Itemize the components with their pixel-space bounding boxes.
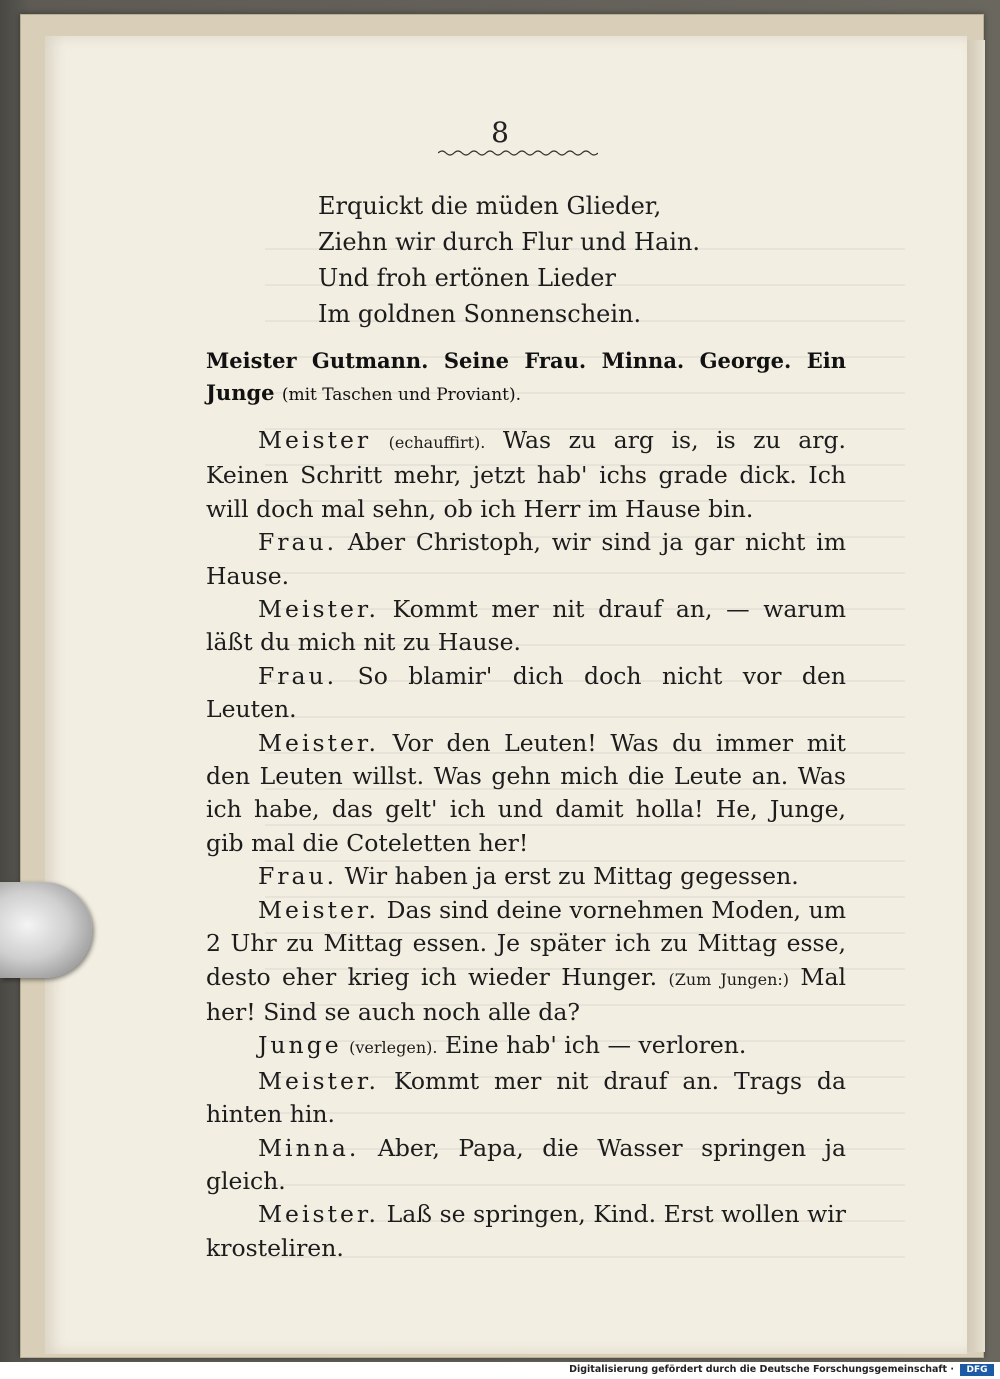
speech-text: Das sind deine vornehmen Moden, um 2 Uhr zu Mittag essen. Je später ich zu Mittag esse, desto eher krieg ich wieder Hunger. bbox=[206, 895, 846, 991]
speech-paragraph bbox=[206, 1132, 846, 1199]
speech-text: Laß se springen, Kind. Erst wollen wir krosteliren. bbox=[206, 1200, 846, 1262]
speech-paragraph bbox=[206, 727, 846, 861]
speaker-name: Frau. bbox=[258, 661, 338, 690]
speech-text: Eine hab' ich — verloren. bbox=[444, 1031, 747, 1060]
speech-text: So blamir' dich doch nicht vor den Leuten. bbox=[206, 661, 846, 724]
speech-text: Aber, Papa, die Wasser springen ja gleich. bbox=[206, 1133, 846, 1195]
page-edge bbox=[965, 40, 985, 1352]
speaker-name: Minna. bbox=[258, 1133, 360, 1162]
speech-text: Was zu arg is, is zu arg. Keinen Schritt mehr, jetzt hab' ichs grade dick. Ich will doch mal sehn, ob ich Herr im Hause bin. bbox=[206, 426, 846, 523]
speaker-name: Meister bbox=[258, 426, 372, 454]
speech-text: Mal her! Sind se auch noch alle da? bbox=[206, 962, 847, 1026]
speaker-name: Meister. bbox=[258, 1066, 380, 1095]
stage-direction: (verlegen). bbox=[349, 1038, 438, 1058]
speech-paragraph bbox=[206, 1198, 846, 1265]
poem-line: Ziehn wir durch Flur und Hain. bbox=[318, 228, 701, 256]
poem-stanza bbox=[318, 188, 700, 332]
speaker-name: Meister. bbox=[258, 1200, 380, 1229]
speech-text: Kommt mer nit drauf an. Trags da hinten hin. bbox=[206, 1066, 846, 1129]
poem-line: Und froh ertönen Lieder bbox=[318, 264, 616, 292]
cast-note: (mit Taschen und Proviant). bbox=[281, 385, 522, 405]
speech-paragraph bbox=[206, 894, 846, 1030]
speech-text: Vor den Leuten! Was du immer mit den Leuten willst. Was gehn mich die Leute an. Was ich habe, das gelt' ich und damit holla! He, Junge, gib mal die Coteletten her! bbox=[206, 728, 846, 857]
page-clip bbox=[0, 882, 92, 978]
speech-paragraph bbox=[206, 860, 846, 893]
stage-direction: (echauffirt). bbox=[388, 433, 486, 452]
speaker-name: Frau. bbox=[258, 862, 338, 891]
stage-direction: (Zum Jungen:) bbox=[668, 969, 790, 989]
speech-text: Wir haben ja erst zu Mittag gegessen. bbox=[344, 862, 799, 891]
speech-text: Kommt mer nit drauf an, — warum läßt du mich nit zu Hause. bbox=[206, 595, 846, 657]
cast-list bbox=[206, 345, 846, 411]
footer-credit: Digitalisierung gefördert durch die Deutsche Forschungsgemeinschaft · bbox=[569, 1364, 954, 1375]
speaker-name: Meister. bbox=[258, 895, 380, 924]
cast-names: Meister Gutmann. Seine Frau. Minna. George. Ein Junge bbox=[206, 348, 846, 405]
speech-paragraph bbox=[206, 1065, 846, 1132]
speech-paragraph bbox=[206, 526, 846, 593]
poem-line: Erquickt die müden Glieder, bbox=[318, 192, 662, 220]
dialogue bbox=[206, 424, 846, 1265]
ornament-squiggle bbox=[438, 148, 598, 158]
poem-line: Im goldnen Sonnenschein. bbox=[318, 300, 642, 328]
speech-paragraph bbox=[206, 660, 846, 727]
speech-text: Aber Christoph, wir sind ja gar nicht im Hause. bbox=[206, 528, 846, 590]
speaker-name: Junge bbox=[258, 1031, 342, 1060]
speaker-name: Meister. bbox=[258, 728, 380, 757]
speaker-name: Meister. bbox=[258, 595, 380, 624]
speaker-name: Frau. bbox=[258, 528, 338, 557]
speech-paragraph bbox=[206, 593, 846, 660]
page-number: 8 bbox=[491, 116, 509, 149]
dfg-logo: DFG bbox=[960, 1364, 994, 1376]
speech-paragraph bbox=[206, 1029, 846, 1064]
speech-paragraph bbox=[206, 424, 846, 526]
